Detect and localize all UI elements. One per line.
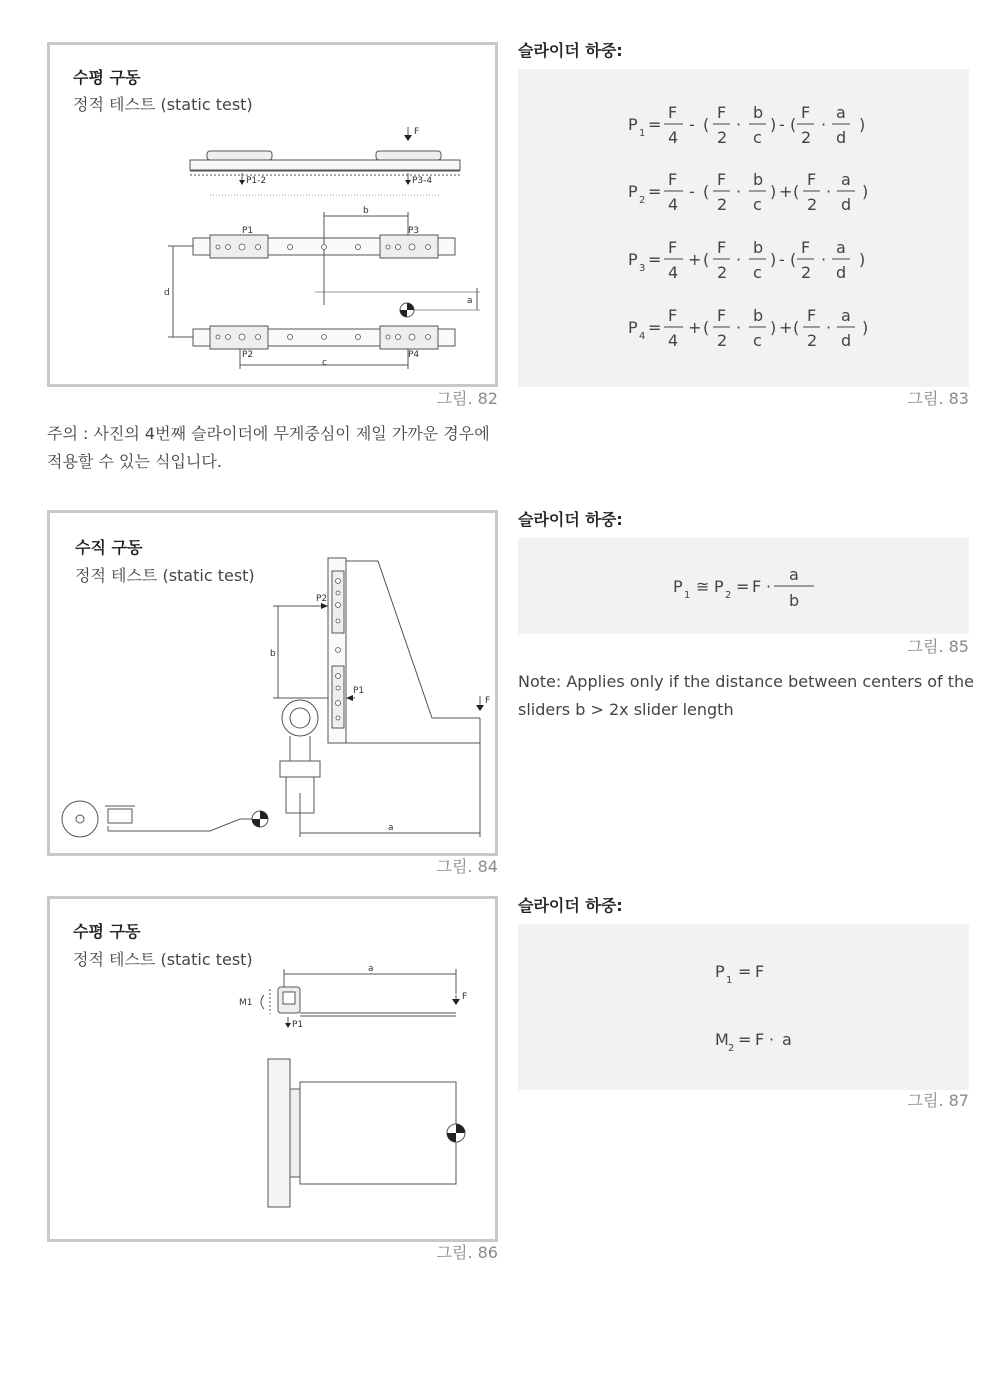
frac-num-F: F (668, 103, 678, 122)
frac-den-4: 4 (668, 263, 679, 282)
frac-num-b: b (753, 238, 764, 257)
frac-num-b: b (753, 103, 764, 122)
frac-num-F: F (717, 103, 727, 122)
frac-den-2: 2 (807, 331, 818, 350)
frac-num-F: F (668, 238, 678, 257)
frac-den-2: 2 (801, 263, 812, 282)
eq-sub: 2 (639, 195, 646, 206)
eq-dot: · (736, 115, 742, 134)
fig82-label-P4: P4 (408, 350, 420, 360)
fig83-formula-box (518, 69, 969, 387)
eq-lparen: ( (790, 115, 797, 134)
frac-num-F: F (717, 306, 727, 325)
eq-equals: = (648, 115, 662, 134)
fig86-subtitle: 정적 테스트 (static test) (73, 950, 253, 969)
fig86-label-a: a (368, 964, 374, 974)
eq-lhs: P (628, 250, 638, 269)
frac-den-4: 4 (668, 128, 679, 147)
eq-equals: = (648, 250, 662, 269)
f87-M: M (715, 1030, 729, 1049)
f85-sub1: 1 (684, 590, 691, 601)
f87-F2: F (755, 1030, 765, 1049)
frac-den-d: d (841, 195, 852, 214)
figure-84-panel (47, 510, 498, 856)
note-english-line1: Note: Applies only if the distance between centers of the (518, 672, 975, 691)
f85-F: F (752, 577, 762, 596)
eq-lparen: ( (703, 115, 710, 134)
eq-lhs: P (628, 115, 638, 134)
eq-op1: - (689, 115, 695, 134)
figure-82-panel (47, 42, 498, 387)
frac-den-d: d (836, 128, 847, 147)
f85-num-a: a (789, 565, 799, 584)
eq-rparen: ) (862, 182, 869, 201)
fig82-label-P34: P3-4 (412, 176, 433, 186)
frac-num-F: F (801, 238, 811, 257)
fig84-label-a: a (388, 823, 394, 833)
frac-num-F: F (807, 306, 817, 325)
fig87-heading: 슬라이더 하중: (518, 896, 623, 915)
f85-P: P (714, 577, 724, 596)
eq-op2: + (779, 182, 793, 201)
f85-den-b: b (789, 591, 800, 610)
frac-den-c: c (753, 195, 762, 214)
frac-num-a: a (836, 103, 846, 122)
frac-num-F: F (717, 238, 727, 257)
f85-dot: · (766, 577, 772, 596)
eq-dot: · (736, 318, 742, 337)
eq-rparen: ) (859, 250, 866, 269)
f85-approx: ≅ (696, 577, 710, 596)
f85-P: P (673, 577, 683, 596)
eq-op1: + (688, 250, 702, 269)
fig84-subtitle: 정적 테스트 (static test) (75, 566, 255, 585)
eq-rparen: ) (770, 318, 777, 337)
eq-equals: = (648, 318, 662, 337)
eq-dot: · (736, 250, 742, 269)
fig84-caption: 그림. 84 (436, 857, 498, 876)
frac-num-F: F (668, 170, 678, 189)
eq-dot: · (821, 115, 827, 134)
eq-lparen: ( (703, 318, 710, 337)
frac-den-d: d (836, 263, 847, 282)
fig83-caption: 그림. 83 (907, 389, 969, 408)
frac-num-F: F (801, 103, 811, 122)
frac-den-4: 4 (668, 331, 679, 350)
eq-rparen: ) (770, 115, 777, 134)
fig82-caption: 그림. 82 (436, 389, 498, 408)
fig86-label-P1: P1 (292, 1020, 304, 1030)
eq-op1: - (689, 182, 695, 201)
fig82-drawing (50, 45, 495, 384)
eq-dot: · (826, 318, 832, 337)
frac-den-2: 2 (717, 263, 728, 282)
frac-den-2: 2 (807, 195, 818, 214)
fig85-formula (518, 538, 969, 634)
fig84-label-P1: P1 (353, 686, 365, 696)
frac-num-b: b (753, 306, 764, 325)
f87-P: P (715, 962, 725, 981)
eq-lparen: ( (790, 250, 797, 269)
fig84-title: 수직 구동 (75, 538, 143, 557)
fig84-label-P2: P2 (316, 594, 328, 604)
frac-num-a: a (841, 170, 851, 189)
eq-op2: - (779, 115, 785, 134)
fig82-subtitle: 정적 테스트 (static test) (73, 95, 253, 114)
frac-den-2: 2 (717, 331, 728, 350)
eq-rparen: ) (770, 182, 777, 201)
fig82-label-d: d (164, 288, 170, 298)
equation-row (628, 103, 865, 147)
fig86-drawing (50, 899, 495, 1239)
frac-den-2: 2 (717, 195, 728, 214)
fig87-caption: 그림. 87 (907, 1091, 969, 1110)
eq-op2: + (779, 318, 793, 337)
frac-den-c: c (753, 128, 762, 147)
fig82-label-c: c (322, 358, 327, 368)
eq-sub: 1 (639, 128, 646, 139)
f87-P-sub: 1 (726, 975, 733, 986)
fig82-label-P1: P1 (242, 226, 254, 236)
fig82-label-F: F (414, 127, 420, 137)
eq-lparen: ( (793, 318, 800, 337)
eq-lhs: P (628, 318, 638, 337)
fig85-formula-box (518, 538, 969, 634)
fig84-drawing (50, 513, 495, 853)
eq-lparen: ( (793, 182, 800, 201)
frac-num-F: F (717, 170, 727, 189)
note-korean (47, 420, 507, 476)
eq-lparen: ( (703, 182, 710, 201)
f87-M-sub: 2 (728, 1043, 735, 1054)
fig82-label-P2: P2 (242, 350, 254, 360)
frac-den-2: 2 (717, 128, 728, 147)
eq-op2: - (779, 250, 785, 269)
eq-lparen: ( (703, 250, 710, 269)
frac-num-a: a (836, 238, 846, 257)
equation-row (628, 238, 865, 282)
f87-eq1: = (738, 962, 752, 981)
frac-den-c: c (753, 331, 762, 350)
eq-sub: 4 (639, 331, 646, 342)
frac-den-4: 4 (668, 195, 679, 214)
fig86-label-F: F (462, 992, 468, 1002)
f87-eq2: = (738, 1030, 752, 1049)
frac-den-c: c (753, 263, 762, 282)
frac-num-F: F (668, 306, 678, 325)
fig87-formulas (518, 924, 969, 1090)
figure-86-panel (47, 896, 498, 1242)
fig84-label-b: b (270, 649, 276, 659)
fig84-label-F: F (485, 696, 491, 706)
f85-sub2: 2 (725, 590, 732, 601)
eq-sub: 3 (639, 263, 646, 274)
fig86-caption: 그림. 86 (436, 1243, 498, 1262)
eq-dot: · (736, 182, 742, 201)
eq-rparen: ) (859, 115, 866, 134)
fig83-heading: 슬라이더 하중: (518, 41, 623, 60)
eq-rparen: ) (862, 318, 869, 337)
fig86-title: 수평 구동 (73, 922, 141, 941)
equation-row (628, 170, 868, 214)
frac-num-a: a (841, 306, 851, 325)
eq-dot: · (826, 182, 832, 201)
fig85-heading: 슬라이더 하중: (518, 510, 623, 529)
eq-equals: = (648, 182, 662, 201)
fig87-formula-box (518, 924, 969, 1090)
frac-num-b: b (753, 170, 764, 189)
frac-den-d: d (841, 331, 852, 350)
note-english-line2: sliders b > 2x slider length (518, 700, 734, 719)
fig86-label-M1: M1 (239, 998, 253, 1008)
eq-op1: + (688, 318, 702, 337)
fig82-label-b: b (363, 206, 369, 216)
f87-F1: F (755, 962, 765, 981)
fig82-label-P12: P1-2 (246, 176, 267, 186)
fig82-title: 수평 구동 (73, 68, 141, 87)
eq-dot: · (821, 250, 827, 269)
fig85-caption: 그림. 85 (907, 637, 969, 656)
note-english (518, 668, 978, 724)
fig83-equations (518, 69, 969, 387)
eq-rparen: ) (770, 250, 777, 269)
f85-eq: = (736, 577, 750, 596)
f87-dot: · (769, 1030, 775, 1049)
equation-row (628, 306, 868, 350)
fig82-label-a: a (467, 296, 473, 306)
note-korean-line2: 적용할 수 있는 식입니다. (47, 452, 222, 471)
f87-a: a (782, 1030, 792, 1049)
eq-lhs: P (628, 182, 638, 201)
frac-num-F: F (807, 170, 817, 189)
fig82-label-P3: P3 (408, 226, 420, 236)
frac-den-2: 2 (801, 128, 812, 147)
note-korean-line1: 주의 : 사진의 4번째 슬라이더에 무게중심이 제일 가까운 경우에 (47, 424, 490, 443)
